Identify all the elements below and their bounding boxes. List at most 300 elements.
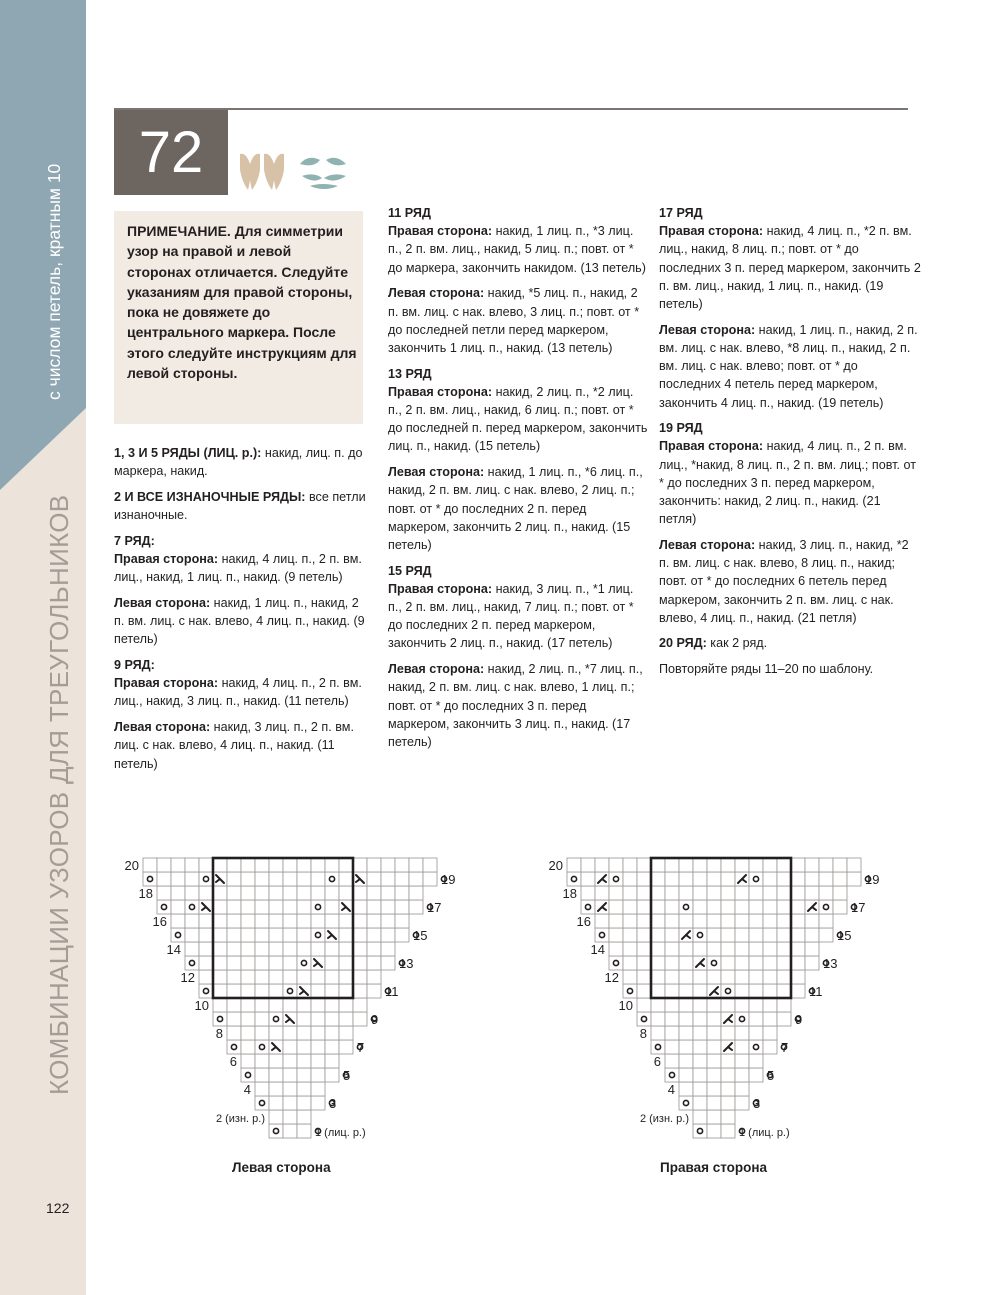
chart-cell xyxy=(297,1124,311,1138)
chart-cell xyxy=(199,886,213,900)
chart-cell xyxy=(367,984,381,998)
row-label-right: 9 xyxy=(795,1012,803,1027)
chart-cell xyxy=(353,942,367,956)
chart-cell xyxy=(325,858,339,872)
chart-cell xyxy=(623,956,637,970)
chart-cell xyxy=(367,872,381,886)
chart-cell xyxy=(269,1124,283,1138)
chart-cell xyxy=(199,942,213,956)
chart-cell xyxy=(665,1068,679,1082)
row-label-left: 2 (изн. р.) xyxy=(639,1113,689,1125)
chart-cell xyxy=(693,1124,707,1138)
instruction-paragraph xyxy=(388,383,650,456)
instruction-paragraph xyxy=(114,444,372,480)
row-label-left: 2 (изн. р.) xyxy=(215,1113,265,1125)
row-label-left: 10 xyxy=(194,998,209,1013)
chart-cell xyxy=(777,970,791,984)
row-label-left: 14 xyxy=(166,942,181,957)
instruction-text: как 2 ряд. xyxy=(706,636,768,651)
chart-cell xyxy=(241,1012,255,1026)
instruction-paragraph xyxy=(659,634,921,652)
chart-cell xyxy=(311,998,325,1012)
chart-cell xyxy=(735,928,749,942)
row-label-left: 6 xyxy=(653,1054,661,1069)
chart-cell xyxy=(581,886,595,900)
chart-cell xyxy=(623,886,637,900)
chart-cell xyxy=(707,1082,721,1096)
instruction-label: Правая сторона: xyxy=(388,384,493,399)
row-label-left: 14 xyxy=(590,942,605,957)
instruction-label: Левая сторона: xyxy=(388,286,485,301)
chart-cell xyxy=(665,1054,679,1068)
chart-cell xyxy=(707,900,721,914)
chart-cell xyxy=(679,1054,693,1068)
chart-cell xyxy=(805,886,819,900)
chart-cell xyxy=(423,858,437,872)
chart-cell xyxy=(749,1026,763,1040)
chart-left-side xyxy=(110,850,490,1150)
chart-cell xyxy=(665,998,679,1012)
chart-cell xyxy=(241,914,255,928)
instruction-paragraph xyxy=(114,594,372,649)
chart-cell xyxy=(665,1040,679,1054)
row-label-left: 4 xyxy=(243,1082,251,1097)
instruction-text: накид, 4 лиц. п., 2 п. вм. лиц., *накид, 8 лиц. п., 2 п. вм. лиц.; повт. от * до последних 3 п. перед маркером, закончить: накид, 2 лиц. п., накид. (21 петля) xyxy=(659,439,916,527)
instruction-paragraph xyxy=(659,660,921,678)
row-label-left: 20 xyxy=(548,858,563,873)
chart-cell xyxy=(255,1054,269,1068)
chart-cell xyxy=(679,1096,693,1110)
chart-cell xyxy=(339,970,353,984)
chart-cell xyxy=(679,900,693,914)
chart-cell xyxy=(227,886,241,900)
chart-cell xyxy=(255,998,269,1012)
chart-cell xyxy=(143,858,157,872)
instruction-label: Правая сторона: xyxy=(114,676,219,691)
chart-cell xyxy=(707,942,721,956)
note-label: ПРИМЕЧАНИЕ. xyxy=(127,223,231,239)
chart-cell xyxy=(297,1026,311,1040)
chart-cell xyxy=(637,928,651,942)
chart-cell xyxy=(213,984,227,998)
chart-cell xyxy=(325,1054,339,1068)
chart-cell xyxy=(283,886,297,900)
chart-cell xyxy=(707,928,721,942)
chart-cell xyxy=(791,942,805,956)
chart-cell xyxy=(693,1026,707,1040)
chart-cell xyxy=(255,872,269,886)
chart-cell xyxy=(679,942,693,956)
chart-cell xyxy=(297,1012,311,1026)
chart-cell xyxy=(749,984,763,998)
chart-cell xyxy=(595,914,609,928)
chart-title-right: Правая сторона xyxy=(660,1160,768,1175)
chart-cell xyxy=(283,1026,297,1040)
chart-cell xyxy=(255,1012,269,1026)
row-label-left: 18 xyxy=(562,886,577,901)
chart-cell xyxy=(227,900,241,914)
chart-cell xyxy=(707,956,721,970)
chart-cell xyxy=(297,942,311,956)
chart-cell xyxy=(609,928,623,942)
chart-cell xyxy=(735,1026,749,1040)
chart-cell xyxy=(241,1040,255,1054)
chart-cell xyxy=(185,900,199,914)
chart-cell xyxy=(693,900,707,914)
header-rule xyxy=(114,108,908,110)
chart-cell xyxy=(269,872,283,886)
chart-cell xyxy=(609,886,623,900)
chart-cell xyxy=(395,928,409,942)
row-label-left: 10 xyxy=(618,998,633,1013)
sidebar-color-block xyxy=(0,0,86,490)
chart-cell xyxy=(805,956,819,970)
instruction-text: накид, 2 лиц. п., *2 лиц. п., 2 п. вм. лиц., накид, 6 лиц. п.; повт. от * до последней п. перед маркером, закончить лиц. п., накид. (15 петель) xyxy=(388,384,648,454)
row-heading: 7 РЯД: xyxy=(114,533,155,548)
row-label-right: 3 xyxy=(329,1096,337,1111)
chart-cell xyxy=(721,858,735,872)
chart-cell xyxy=(665,858,679,872)
instruction-text: накид, 4 лиц. п., 2 п. вм. лиц., накид, 1 лиц. п., накид. (9 петель) xyxy=(114,552,362,585)
chart-cell xyxy=(791,956,805,970)
instruction-paragraph xyxy=(388,580,650,653)
section-subtitle: с числом петель, кратным 10 xyxy=(44,163,64,400)
chart-cell xyxy=(297,956,311,970)
chart-cell xyxy=(353,900,367,914)
chart-cell xyxy=(213,928,227,942)
chart-cell xyxy=(255,956,269,970)
pattern-number: 72 xyxy=(114,110,228,195)
chart-cell xyxy=(693,1068,707,1082)
chart-cell xyxy=(623,900,637,914)
instruction-text: накид, 1 лиц. п., накид, 2 п. вм. лиц. с нак. влево, *8 лиц. п., накид, 2 п. вм. лиц. с нак. влево; повт. от * до последних 4 петель перед маркером, закончить 4 лиц. п., накид. (19 петель) xyxy=(659,322,918,410)
chart-cell xyxy=(749,914,763,928)
chart-cell xyxy=(665,1012,679,1026)
chart-cell xyxy=(255,970,269,984)
chart-cell xyxy=(213,956,227,970)
chart-cell xyxy=(609,872,623,886)
chart-cell xyxy=(157,900,171,914)
chart-cell xyxy=(269,900,283,914)
chart-cell xyxy=(805,928,819,942)
chart-cell xyxy=(185,872,199,886)
chart-cell xyxy=(199,858,213,872)
chart-cell xyxy=(311,1040,325,1054)
chart-cell xyxy=(581,900,595,914)
chart-cell xyxy=(819,858,833,872)
chart-cell xyxy=(791,858,805,872)
chart-cell xyxy=(283,956,297,970)
chart-cell xyxy=(255,1096,269,1110)
chart-cell xyxy=(721,942,735,956)
chart-cell xyxy=(311,872,325,886)
chart-cell xyxy=(791,900,805,914)
lace-icon xyxy=(300,158,346,189)
chart-cell xyxy=(693,1096,707,1110)
instruction-paragraph xyxy=(114,674,372,710)
instruction-label: Правая сторона: xyxy=(114,552,219,567)
chart-cell xyxy=(623,970,637,984)
chart-cell xyxy=(721,1026,735,1040)
chart-cell xyxy=(241,1026,255,1040)
chart-cell xyxy=(805,914,819,928)
chart-cell xyxy=(409,886,423,900)
chart-cell xyxy=(381,942,395,956)
chart-cell xyxy=(227,1040,241,1054)
chart-cell xyxy=(171,872,185,886)
chart-cell xyxy=(693,984,707,998)
chart-cell xyxy=(707,1012,721,1026)
instruction-paragraph xyxy=(388,222,650,277)
chart-cell xyxy=(297,970,311,984)
chart-cell xyxy=(283,1096,297,1110)
chart-cell xyxy=(637,858,651,872)
chart-cell xyxy=(735,1068,749,1082)
chart-cell xyxy=(763,928,777,942)
chart-cell xyxy=(395,900,409,914)
chart-cell xyxy=(367,942,381,956)
chart-cell xyxy=(269,942,283,956)
chart-cell xyxy=(819,914,833,928)
row-heading: 13 РЯД xyxy=(388,366,432,381)
chart-cell xyxy=(283,914,297,928)
chart-cell xyxy=(763,1012,777,1026)
note-body: Для симметрии узор на правой и левой сторонах отличается. Следуйте указаниям для правой стороны, пока не довяжете до центрального маркера. После этого следуйте инструкциям для левой стороны. xyxy=(127,223,357,382)
chart-cell xyxy=(651,970,665,984)
chart-cell xyxy=(595,928,609,942)
chart-cell xyxy=(297,914,311,928)
chart-cell xyxy=(171,858,185,872)
chart-cell xyxy=(665,956,679,970)
chart-cell xyxy=(763,858,777,872)
chart-cell xyxy=(339,1026,353,1040)
chart-cell xyxy=(353,886,367,900)
chart-cell xyxy=(763,872,777,886)
instruction-text: накид, 3 лиц. п., накид, *2 п. вм. лиц. с нак. влево, 8 лиц. п., накид; повт. от * до последних 6 петель перед маркером, закончить 2 п. вм. лиц. с нак. влево, 4 лиц. п., накид. (21 петля) xyxy=(659,537,909,625)
chart-cell xyxy=(763,886,777,900)
chart-cell xyxy=(325,942,339,956)
chart-cell xyxy=(367,900,381,914)
chart-cell xyxy=(297,1082,311,1096)
chart-cell xyxy=(805,872,819,886)
chart-cell xyxy=(819,928,833,942)
instruction-text: накид, 2 лиц. п., *7 лиц. п., накид, 2 п. вм. лиц. с нак. влево, 1 лиц. п.; повт. от * до последних 3 п. перед маркером, закончить 3 лиц. п., накид. (17 петель) xyxy=(388,662,643,749)
chart-cell xyxy=(227,914,241,928)
chart-cell xyxy=(665,928,679,942)
chart-cell xyxy=(581,858,595,872)
chart-cell xyxy=(353,970,367,984)
chart-cell xyxy=(325,1012,339,1026)
instruction-label: Правая сторона: xyxy=(659,439,764,454)
chart-cell xyxy=(707,1040,721,1054)
chart-cell xyxy=(819,900,833,914)
chart-cell xyxy=(353,998,367,1012)
chart-cell xyxy=(735,900,749,914)
chart-cell xyxy=(311,1012,325,1026)
chart-cell xyxy=(255,1026,269,1040)
chart-cell xyxy=(269,1012,283,1026)
chart-cell xyxy=(297,1110,311,1124)
chart-cell xyxy=(269,1096,283,1110)
chart-cell xyxy=(749,872,763,886)
chart-cell xyxy=(693,1040,707,1054)
chart-cell xyxy=(763,1026,777,1040)
row-label-left: 18 xyxy=(138,886,153,901)
chart-cell xyxy=(637,942,651,956)
note-text xyxy=(127,221,359,383)
instruction-text: накид, 1 лиц. п., *6 лиц. п., накид, 2 п. вм. лиц. с нак. влево, 2 лиц. п.; повт. от * до последних 2 п. перед маркером, закончить 2 лиц. п., накид. (15 петель) xyxy=(388,465,643,552)
chart-cell xyxy=(409,872,423,886)
chart-cell xyxy=(325,900,339,914)
chart-cell xyxy=(157,872,171,886)
chart-cell xyxy=(283,1082,297,1096)
chart-cell xyxy=(735,942,749,956)
chart-cell xyxy=(409,858,423,872)
chart-cell xyxy=(227,956,241,970)
row-label-right: 7 xyxy=(357,1040,365,1055)
chart-cell xyxy=(381,858,395,872)
chart-cell xyxy=(595,858,609,872)
chart-cell xyxy=(735,886,749,900)
chart-cell xyxy=(693,928,707,942)
row-label-right: 5 xyxy=(343,1068,351,1083)
chart-cell xyxy=(269,928,283,942)
chart-cell xyxy=(199,956,213,970)
chart-cell xyxy=(637,998,651,1012)
chart-cell xyxy=(241,956,255,970)
row-label-right: 17 xyxy=(851,900,866,915)
instructions-column-2 xyxy=(388,204,650,759)
chart-cell xyxy=(749,998,763,1012)
chart-cell xyxy=(819,886,833,900)
chart-cell xyxy=(255,928,269,942)
chart-cell xyxy=(269,1082,283,1096)
chart-cell xyxy=(241,942,255,956)
chart-cell xyxy=(297,1040,311,1054)
row-label-left: 16 xyxy=(152,914,167,929)
chart-cell xyxy=(651,872,665,886)
chart-cell xyxy=(651,858,665,872)
chart-cell xyxy=(325,998,339,1012)
chart-cell xyxy=(707,914,721,928)
chart-cell xyxy=(595,886,609,900)
chart-cell xyxy=(325,914,339,928)
chart-cell xyxy=(213,900,227,914)
chart-cell xyxy=(833,886,847,900)
chart-cell xyxy=(721,998,735,1012)
chart-cell xyxy=(651,928,665,942)
pattern-icons xyxy=(238,152,358,197)
chart-cell xyxy=(735,984,749,998)
chart-cell xyxy=(297,928,311,942)
chart-cell xyxy=(241,872,255,886)
row-label-right: 19 xyxy=(441,872,456,887)
chart-cell xyxy=(311,1054,325,1068)
row-label-right: 3 xyxy=(753,1096,761,1111)
note-box xyxy=(114,211,363,424)
chart-cell xyxy=(693,872,707,886)
chart-cell xyxy=(665,970,679,984)
chart-cell xyxy=(283,1040,297,1054)
chart-cell xyxy=(735,1012,749,1026)
chart-cell xyxy=(777,900,791,914)
chart-cell xyxy=(707,1026,721,1040)
row-label-left: 4 xyxy=(667,1082,675,1097)
chart-cell xyxy=(665,872,679,886)
chart-cell xyxy=(269,998,283,1012)
chart-cell xyxy=(777,886,791,900)
chart-cell xyxy=(637,984,651,998)
chart-cell xyxy=(311,1082,325,1096)
chart-cell xyxy=(651,984,665,998)
chart-cell xyxy=(707,970,721,984)
instruction-label: Левая сторона: xyxy=(388,465,485,480)
chart-cell xyxy=(735,1040,749,1054)
chart-cell xyxy=(777,956,791,970)
chart-cell xyxy=(283,942,297,956)
chart-cell xyxy=(637,900,651,914)
row-label-left: 20 xyxy=(124,858,139,873)
instruction-label: Левая сторона: xyxy=(114,595,211,610)
chart-cell xyxy=(679,858,693,872)
instruction-text: накид, 3 лиц. п., 2 п. вм. лиц. с нак. влево, 4 лиц. п., накид. (11 петель) xyxy=(114,720,354,771)
chart-cell xyxy=(567,872,581,886)
chart-cell xyxy=(651,1026,665,1040)
chart-cell xyxy=(255,942,269,956)
chart-cell xyxy=(255,886,269,900)
chart-cell xyxy=(227,942,241,956)
chart-cell xyxy=(311,928,325,942)
chart-cell xyxy=(171,900,185,914)
chart-cell xyxy=(721,1082,735,1096)
chart-cell xyxy=(679,984,693,998)
instruction-label: 20 РЯД: xyxy=(659,636,707,651)
sidebar xyxy=(0,0,86,1295)
row-label-left: 12 xyxy=(180,970,195,985)
chart-cell xyxy=(339,928,353,942)
chart-cell xyxy=(791,970,805,984)
chart-cell xyxy=(707,1096,721,1110)
chart-cell xyxy=(791,984,805,998)
chart-cell xyxy=(833,900,847,914)
chart-cell xyxy=(283,858,297,872)
chart-cell xyxy=(311,914,325,928)
chart-cell xyxy=(339,914,353,928)
chart-cell xyxy=(297,1054,311,1068)
chart-cell xyxy=(227,984,241,998)
chart-cell xyxy=(185,942,199,956)
chart-cell xyxy=(679,1026,693,1040)
chart-cell xyxy=(311,886,325,900)
row-heading: 9 РЯД: xyxy=(114,658,155,673)
chart-cell xyxy=(763,1040,777,1054)
chart-cell xyxy=(623,984,637,998)
chart-cell xyxy=(283,1124,297,1138)
chart-cell xyxy=(325,1068,339,1082)
chart-cell xyxy=(269,858,283,872)
chart-cell xyxy=(833,858,847,872)
chart-cell xyxy=(679,998,693,1012)
chart-cell xyxy=(213,942,227,956)
chart-cell xyxy=(213,970,227,984)
chart-cell xyxy=(339,1012,353,1026)
chart-cell xyxy=(213,886,227,900)
chart-cell xyxy=(623,914,637,928)
chart-cell xyxy=(409,900,423,914)
chart-cell xyxy=(311,858,325,872)
chart-cell xyxy=(567,858,581,872)
chart-cell xyxy=(721,1124,735,1138)
